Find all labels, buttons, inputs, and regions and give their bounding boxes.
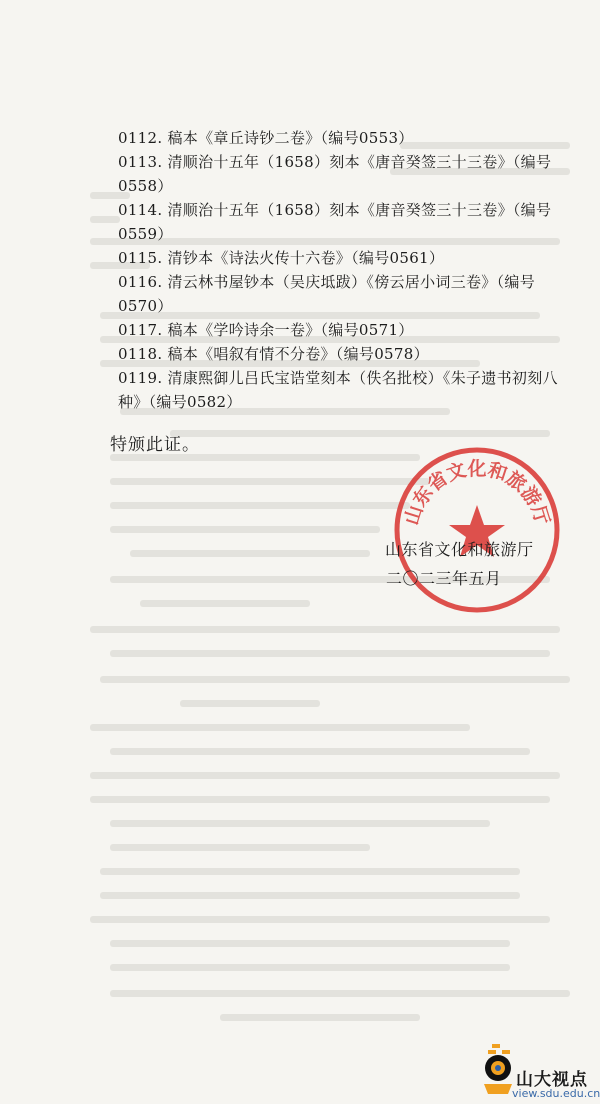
list-item-0113 (118, 150, 558, 174)
entry-text: 种》（编号0582） (118, 393, 242, 411)
list-item-0116-continuation (118, 294, 558, 318)
entry-text: 0114. 清顺治十五年（1658）刻本《唐音癸签三十三卷》（编号 (118, 201, 552, 219)
closing-statement: 特颁此证。 (110, 435, 200, 455)
list-item-0112 (118, 126, 558, 150)
entry-text: 0118. 稿本《唱叙有情不分卷》（编号0578） (118, 345, 429, 363)
list-item-0113-continuation (118, 174, 558, 198)
issue-date: 二〇二三年五月 (386, 569, 502, 588)
entry-text: 0117. 稿本《学吟诗余一卷》（编号0571） (118, 321, 414, 339)
logo-url: view.sdu.edu.cn (512, 1087, 600, 1100)
official-seal-icon (392, 445, 562, 615)
entry-text: 0112. 稿本《章丘诗钞二卷》（编号0553） (118, 129, 414, 147)
entry-text: 0559） (118, 225, 173, 243)
entry-text: 0119. 清康熙御儿吕氏宝诰堂刻本（佚名批校）《朱子遗书初刻八 (118, 369, 558, 387)
list-item-0115 (118, 246, 558, 270)
list-item-0118 (118, 342, 558, 366)
entry-text: 0570） (118, 297, 173, 315)
list-item-0119-continuation (118, 390, 558, 414)
entry-text: 0558） (118, 177, 173, 195)
entry-text: 0113. 清顺治十五年（1658）刻本《唐音癸签三十三卷》（编号 (118, 153, 552, 171)
list-item-0116 (118, 270, 558, 294)
entry-text: 0116. 清云林书屋钞本（吴庆坻跋）《傍云居小词三卷》（编号 (118, 273, 536, 291)
svg-text:山东省文化和旅游厅: 山东省文化和旅游厅 (400, 457, 554, 528)
list-item-0114-continuation (118, 222, 558, 246)
logo-name: 山大视点 (516, 1070, 588, 1090)
list-item-0114 (118, 198, 558, 222)
collection-list (118, 126, 558, 414)
list-item-0119 (118, 366, 558, 390)
entry-text: 0115. 清钞本《诗法火传十六卷》（编号0561） (118, 249, 445, 267)
issuer-name: 山东省文化和旅游厅 (385, 540, 534, 559)
list-item-0117 (118, 318, 558, 342)
